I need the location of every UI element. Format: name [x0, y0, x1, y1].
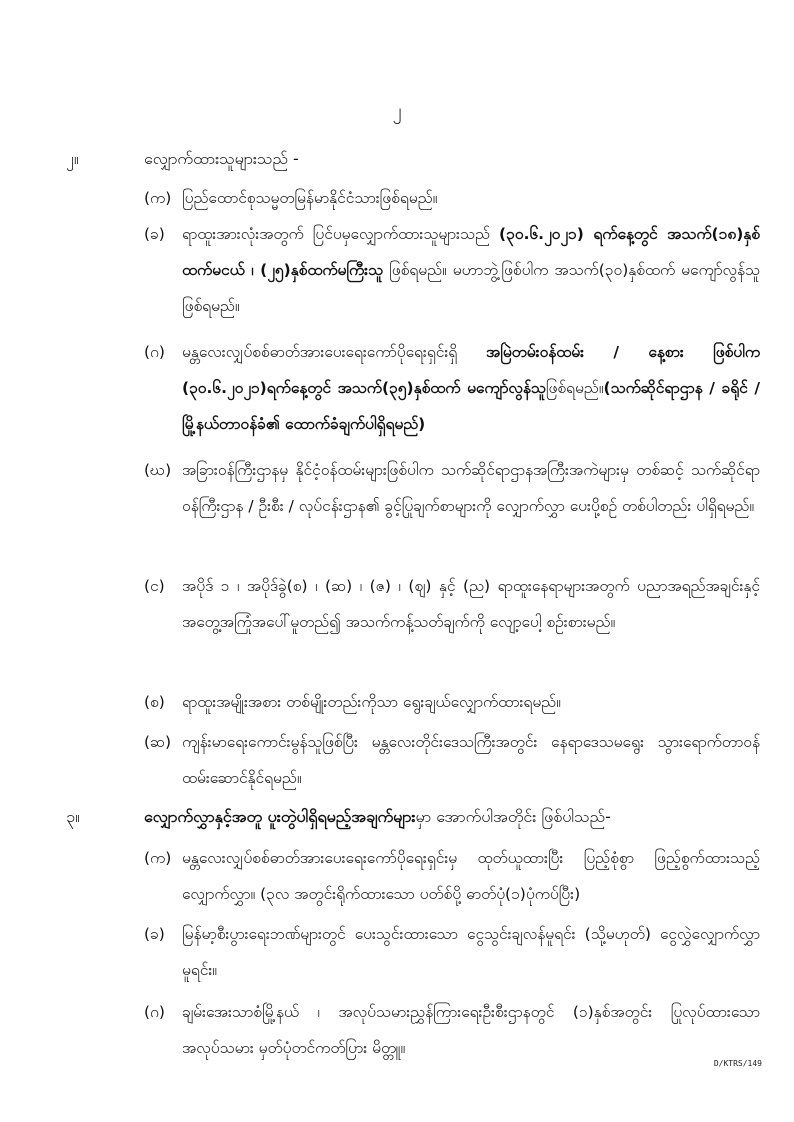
item-marker: (ဂ): [144, 343, 165, 361]
list-item: [144, 994, 760, 1066]
document-code: D/KTRS/149: [713, 1059, 762, 1068]
item-text-bold: (၃၀.၆.၂၀၂၁) ရက်နေ့တွင် အသက်(၁၈)နှစ်ထက်မငယ် ၊ (၂၅)နှစ်ထက်မကြီးသူ: [182, 225, 760, 279]
list-item: [144, 452, 760, 524]
item-text: မန္တလေးလျှပ်စစ်ဓာတ်အားပေးရေးကော်ပိုရေးရှင်းမှ ထုတ်ယူထားပြီး ပြည့်စုံစွာ ဖြည့်စွက်ထားသည့် လျှောက်လွှာ။ (၃လ အတွင်းရိုက်ထားသော ပတ်စ်ပို့ ဓာတ်ပုံ(၁)ပုံကပ်ပြီး): [182, 849, 760, 903]
section-3-heading-rest: မှာ အောက်ပါအတိုင်း ဖြစ်ပါသည်-: [415, 807, 611, 826]
item-marker: (ခ): [144, 925, 165, 943]
item-text: အပိုဒ် ၁ ၊ အပိုဒ်ခွဲ(စ) ၊ (ဆ) ၊ (ဇ) ၊ (ဈ) နှင့် (ည) ရာထူးနေရာများအတွက် ပညာအရည်အချင်းနှင့် အတွေ့အကြုံအပေါ်မူတည်၍ အသက်ကန့်သတ်ချက်ကို လျော့ပေါ့ စဉ်းစားမည်။: [182, 577, 760, 631]
item-text-part: ဖြစ်ရမည်။: [545, 379, 604, 397]
item-marker: (ဂ): [144, 1003, 165, 1021]
section-3-number: ၃။: [66, 807, 80, 826]
item-text-part: ဖြစ်ရမည်။ မဟာဘွဲ့ဖြစ်ပါက အသက်(၃၀)နှစ်ထက် မကျော်လွန်သူ ဖြစ်ရမည်။: [182, 261, 760, 315]
item-marker: (စ): [144, 693, 165, 711]
list-item: [144, 916, 760, 988]
item-text: ရာထူးအမျိုးအစား တစ်မျိုးတည်းကိုသာ ရွေးချယ်လျှောက်ထားရမည်။: [182, 693, 561, 711]
item-marker: (င): [144, 577, 165, 595]
item-marker: (ခ): [144, 225, 165, 243]
section-3-heading: [144, 802, 744, 832]
item-marker: (က): [144, 849, 172, 867]
list-item: [144, 180, 760, 216]
section-2-heading: လျှောက်ထားသူများသည် -: [144, 149, 299, 168]
item-marker: (က): [144, 189, 172, 207]
page-number: ၂: [392, 100, 402, 121]
item-marker: (ဆ): [144, 733, 172, 751]
list-item: [144, 216, 760, 324]
item-text-part: ရာထူးအားလုံးအတွက် ပြင်ပမှလျှောက်ထားသူများသည်: [182, 225, 500, 243]
list-item: [144, 334, 760, 442]
item-text-part: မန္တလေးလျှပ်စစ်ဓာတ်အားပေးရေးကော်ပိုရေးရှင်းရှိ: [182, 343, 486, 361]
item-text: ချမ်းအေးသာစံမြို့နယ် ၊ အလုပ်သမားညွှန်ကြားရေးဦးစီးဌာနတွင် (၁)နှစ်အတွင်း ပြုလုပ်ထားသော အလုပ်သမား မှတ်ပုံတင်ကတ်ပြား မိတ္တူ။: [182, 1003, 760, 1057]
item-text: [144, 216, 760, 324]
list-item: [144, 724, 760, 796]
item-text-bold: အမြဲတမ်းဝန်ထမ်း / နေ့စား ဖြစ်ပါက (၃၀.၆.၂၀၂၁)ရက်နေ့တွင် အသက်(၃၅)နှစ်ထက် မကျော်လွန်သူ: [182, 343, 760, 397]
item-text: မြန်မာ့စီးပွားရေးဘဏ်များတွင် ပေးသွင်းထားသော ငွေသွင်းချလန်မူရင်း (သို့မဟုတ်) ငွေလွှဲလျှောက်လွှာမူရင်း။: [182, 925, 760, 979]
item-text: [144, 334, 760, 442]
section-3-heading-bold: လျှောက်လွှာနှင့်အတူ ပူးတွဲပါရှိရမည့်အချက်များ: [144, 807, 416, 826]
item-marker: (ဃ): [144, 461, 172, 479]
item-text: ပြည်ထောင်စုသမ္မတမြန်မာနိုင်ငံသားဖြစ်ရမည်။: [182, 189, 438, 207]
section-2-number: ၂။: [66, 149, 79, 168]
list-item: [144, 568, 760, 640]
item-text-bold: (သက်ဆိုင်ရာဌာန / ခရိုင် / မြို့နယ်တာဝန်ခံ၏ ထောက်ခံချက်ပါရှိရမည်): [182, 379, 760, 433]
list-item: [144, 840, 760, 912]
item-text: ကျန်းမာရေးကောင်းမွန်သူဖြစ်ပြီး မန္တလေးတိုင်းဒေသကြီးအတွင်း နေရာဒေသမရွေး သွားရောက်တာဝန် ထမ်းဆောင်နိုင်ရမည်။: [182, 733, 760, 787]
list-item: [144, 684, 760, 720]
item-text: အခြားဝန်ကြီးဌာနမှ နိုင်ငံ့ဝန်ထမ်းများဖြစ်ပါက သက်ဆိုင်ရာဌာနအကြီးအကဲများမှ တစ်ဆင့် သက်ဆိုင်ရာ ဝန်ကြီးဌာန / ဦးစီး / လုပ်ငန်းဌာန၏ ခွင့်ပြုချက်စာများကို လျှောက်လွှာ ပေးပို့စဉ် တစ်ပါတည်း ပါရှိရမည်။: [182, 461, 760, 515]
